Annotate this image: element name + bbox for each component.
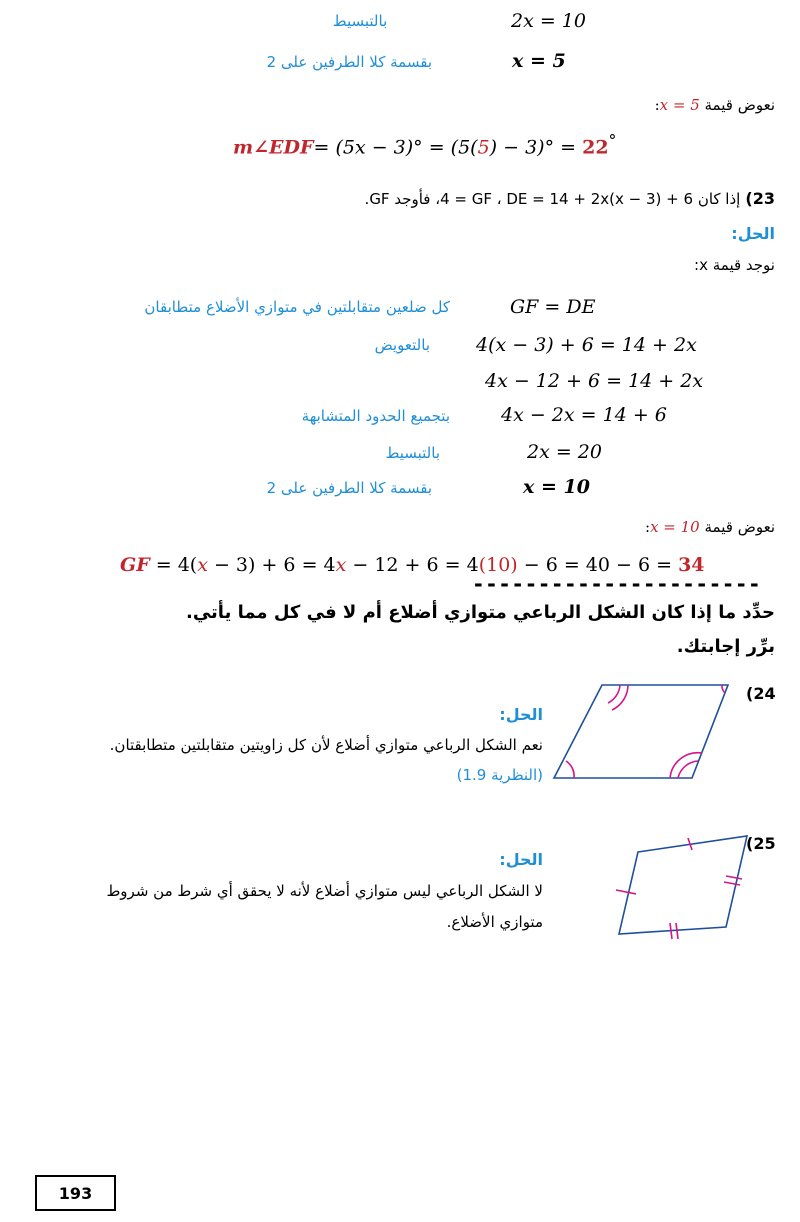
q23-step-5-eq: 2x = 20 <box>527 441 602 463</box>
q24-number: (24 <box>746 684 776 703</box>
q24-solution-label: الحل: <box>499 705 543 724</box>
q23-step-3-eq: 4x − 12 + 6 = 14 + 2x <box>485 370 704 392</box>
q24-theorem-ref: (النظرية 1.9) <box>456 766 543 784</box>
substitute-line-5: نعوض قيمة x = 5: <box>654 96 775 114</box>
section-divider: ---------------------- <box>472 572 762 596</box>
parallelogram-figure-q24 <box>552 683 732 783</box>
step-equation-2x-10: 2x = 10 <box>511 10 586 32</box>
q23-step-4-eq: 4x − 2x = 14 + 6 <box>501 404 667 426</box>
q23-final-equation: GF = 4(x − 3) + 6 = 4x − 12 + 6 = 4(10) − 6 = 40 − 6 = 34 <box>120 554 705 576</box>
q23-solution-label: الحل: <box>731 224 775 243</box>
step-equation-x-5: x = 5 <box>512 50 566 72</box>
q23-question: 23) إذا كان 6 + (3 − x)4 = GF ، DE = 14 + 2x، فأوجد GF. <box>364 189 775 208</box>
q23-step-2-label: بالتعويض <box>374 336 430 354</box>
q25-answer-line2: متوازي الأضلاع. <box>446 913 543 931</box>
page-number: 193 <box>58 1183 93 1203</box>
angle-edf-equation: m∠EDF= (5x − 3)° = (5(5) − 3)° = 22° <box>233 131 617 159</box>
quadrilateral-figure-q25 <box>614 830 754 940</box>
q23-step-5-label: بالتبسيط <box>385 444 440 462</box>
q23-step-1-label: كل ضلعين متقابلتين في متوازي الأضلاع متطابقان <box>144 298 450 316</box>
section-title: حدِّد ما إذا كان الشكل الرباعي متوازي أضلاع أم لا في كل مما يأتي. <box>186 602 775 623</box>
step-label-simplify: بالتبسيط <box>332 12 388 30</box>
q25-solution-label: الحل: <box>499 850 543 869</box>
q25-number: (25 <box>746 834 776 853</box>
substitute-line-10: نعوض قيمة x = 10: <box>645 518 775 536</box>
q25-answer-line1: لا الشكل الرباعي ليس متوازي أضلاع لأنه لا يحقق أي شرط من شروط <box>106 882 543 900</box>
q24-answer: نعم الشكل الرباعي متوازي أضلاع لأن كل زاويتين متقابلتين متطابقتان. <box>109 736 543 754</box>
step-label-divide: بقسمة كلا الطرفين على 2 <box>266 53 432 71</box>
q23-step-2-eq: 4(x − 3) + 6 = 14 + 2x <box>476 334 697 356</box>
q23-step-6-label: بقسمة كلا الطرفين على 2 <box>266 479 432 497</box>
section-subtitle: برِّر إجابتك. <box>676 636 775 657</box>
page-number-box <box>35 1175 116 1211</box>
q23-step-4-label: بتجميع الحدود المتشابهة <box>301 407 450 425</box>
q23-find-x: نوجد قيمة x: <box>694 256 775 274</box>
q23-step-6-eq: x = 10 <box>523 476 590 498</box>
q23-step-1-eq: GF = DE <box>510 296 596 318</box>
